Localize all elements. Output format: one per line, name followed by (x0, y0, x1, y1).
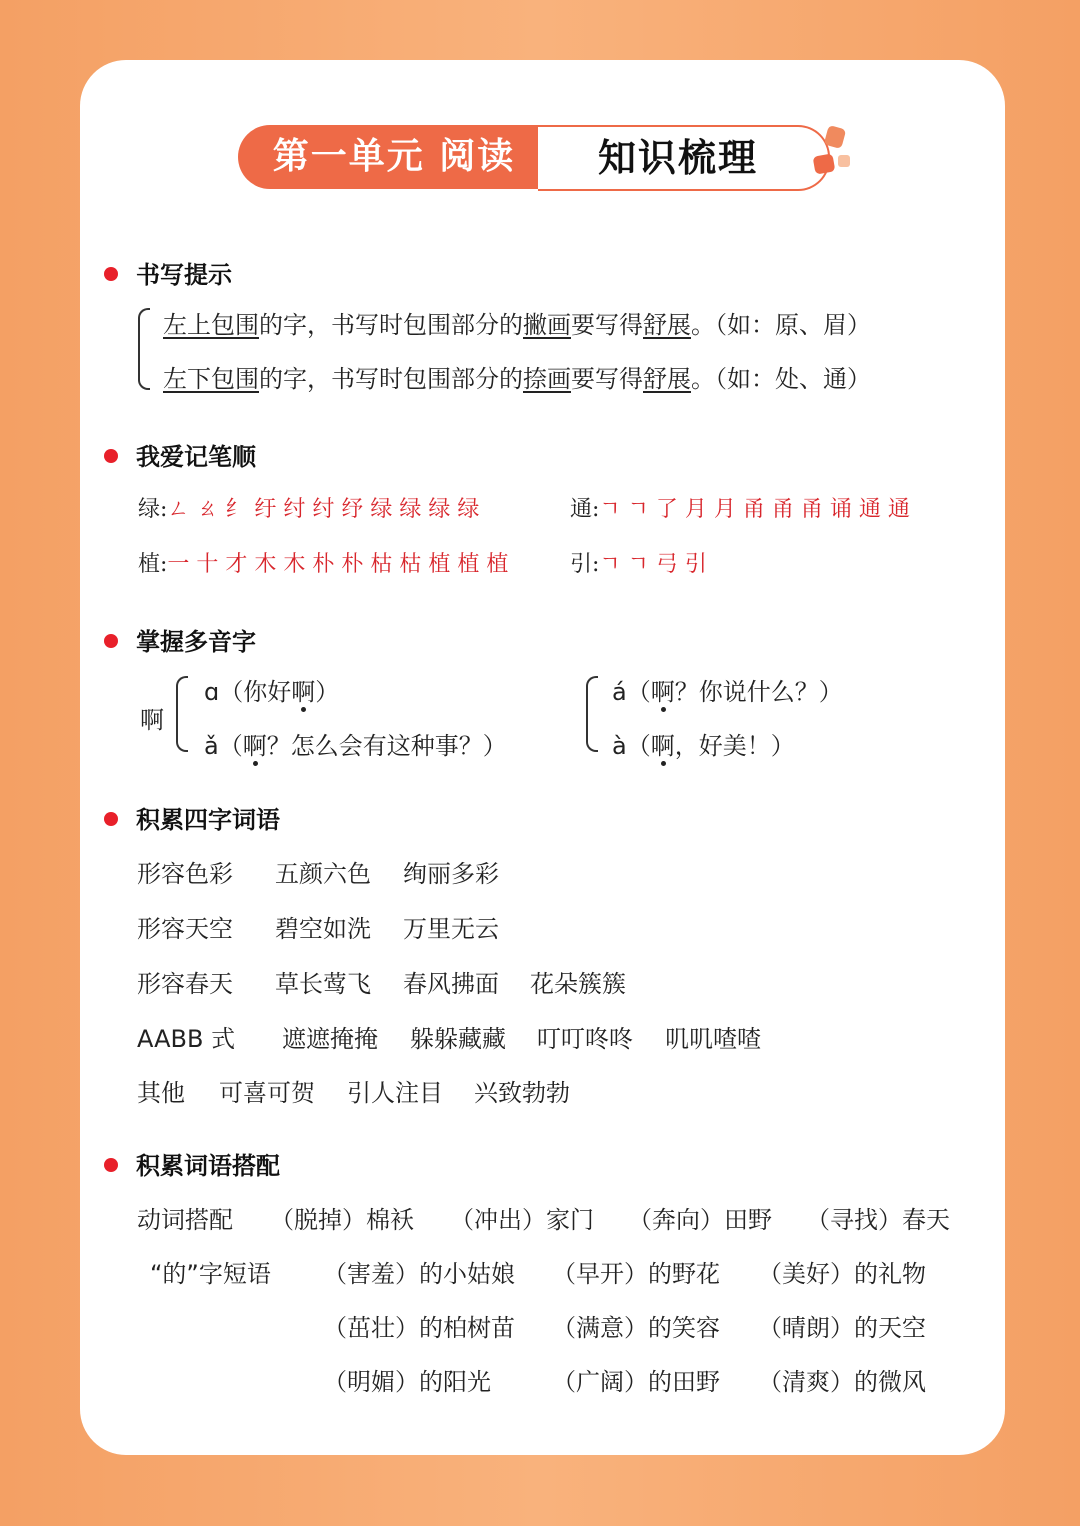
collocation-phrase: （晴朗）的天空 (758, 1314, 926, 1342)
bullet-icon (104, 267, 118, 281)
collocation-category: 动词搭配 (137, 1206, 233, 1234)
collocation-phrase: （满意）的笑容 (552, 1314, 720, 1342)
collocation-phrase: （冲出）家门 (450, 1206, 594, 1234)
idiom-category: 形容春天 (137, 970, 233, 998)
collocation-category: “的”字短语 (150, 1260, 271, 1288)
stroke-order-zhi: 植:一 十 才 木 木 朴 朴 枯 枯 植 植 植 (138, 552, 509, 577)
title-banner (238, 125, 853, 189)
idiom-word: 兴致勃勃 (474, 1079, 570, 1107)
bullet-icon (104, 634, 118, 648)
brace-icon (176, 676, 188, 752)
collocation-phrase: （茁壮）的柏树苗 (323, 1314, 515, 1342)
polyphone-reading-1: ɑ（你好啊） (204, 678, 340, 706)
idiom-word: 叮叮咚咚 (537, 1025, 633, 1053)
section-title: 积累四字词语 (136, 806, 280, 834)
section-heading-writing (104, 255, 232, 290)
collocation-phrase: （脱掉）棉袄 (270, 1206, 414, 1234)
brace-icon (138, 308, 150, 390)
idiom-word: 花朵簇簇 (530, 970, 626, 998)
bullet-icon (104, 812, 118, 826)
idiom-word: 躲躲藏藏 (410, 1025, 506, 1053)
collocation-phrase: （奔向）田野 (628, 1206, 772, 1234)
section-title: 书写提示 (136, 261, 232, 289)
idiom-word: 可喜可贺 (219, 1079, 315, 1107)
collocation-phrase: （清爽）的微风 (758, 1368, 926, 1396)
idiom-word: 引人注目 (347, 1079, 443, 1107)
idiom-word: 万里无云 (403, 915, 499, 943)
section-title: 积累词语搭配 (136, 1152, 280, 1180)
decoration-icon (808, 125, 858, 190)
banner-topic (538, 125, 830, 191)
idiom-category: AABB 式 (137, 1025, 236, 1053)
section-heading-stroke-order (104, 437, 256, 472)
collocation-phrase: （美好）的礼物 (758, 1260, 926, 1288)
banner-topic-label: 知识梳理 (598, 136, 759, 180)
collocation-phrase: （早开）的野花 (552, 1260, 720, 1288)
section-heading-idioms (104, 800, 280, 835)
section-title: 我爱记笔顺 (136, 443, 256, 471)
stroke-order-lv: 绿:ㄥ ㄠ 纟 纡 纣 纣 纾 绿 绿 绿 绿 (138, 497, 480, 522)
writing-tip-2: 左下包围的字，书写时包围部分的捺画要写得舒展。（如：处、通） (163, 365, 871, 393)
polyphone-char: 啊 (140, 706, 164, 734)
idiom-word: 五颜六色 (275, 860, 371, 888)
collocation-phrase: （广阔）的田野 (552, 1368, 720, 1396)
idiom-word: 遮遮掩掩 (282, 1025, 378, 1053)
stroke-order-yin: 引:ㄱ ㄱ 弓 引 (570, 552, 707, 577)
bullet-icon (104, 449, 118, 463)
polyphone-reading-2: ǎ（啊？怎么会有这种事？） (204, 732, 507, 760)
stroke-order-tong: 通:ㄱ ㄱ 了 月 月 甬 甬 甬 诵 通 通 (570, 497, 910, 522)
idiom-word: 草长莺飞 (275, 970, 371, 998)
idiom-word: 碧空如洗 (275, 915, 371, 943)
banner-unit-label: 第一单元 阅读 (238, 125, 550, 189)
idiom-category: 形容天空 (137, 915, 233, 943)
polyphone-reading-4: à（啊，好美！） (612, 732, 795, 760)
collocation-phrase: （害羞）的小姑娘 (323, 1260, 515, 1288)
writing-tip-1: 左上包围的字，书写时包围部分的撇画要写得舒展。（如：原、眉） (163, 311, 871, 339)
idiom-category: 形容色彩 (137, 860, 233, 888)
bullet-icon (104, 1158, 118, 1172)
collocation-phrase: （明媚）的阳光 (323, 1368, 491, 1396)
idiom-word: 绚丽多彩 (403, 860, 499, 888)
section-heading-polyphone (104, 622, 256, 657)
idiom-word: 春风拂面 (403, 970, 499, 998)
brace-icon (586, 676, 598, 752)
collocation-phrase: （寻找）春天 (806, 1206, 950, 1234)
idiom-category: 其他 (137, 1079, 185, 1107)
section-heading-collocation (104, 1146, 280, 1181)
polyphone-reading-3: á（啊？你说什么？） (612, 678, 843, 706)
section-title: 掌握多音字 (136, 628, 256, 656)
idiom-word: 叽叽喳喳 (665, 1025, 761, 1053)
